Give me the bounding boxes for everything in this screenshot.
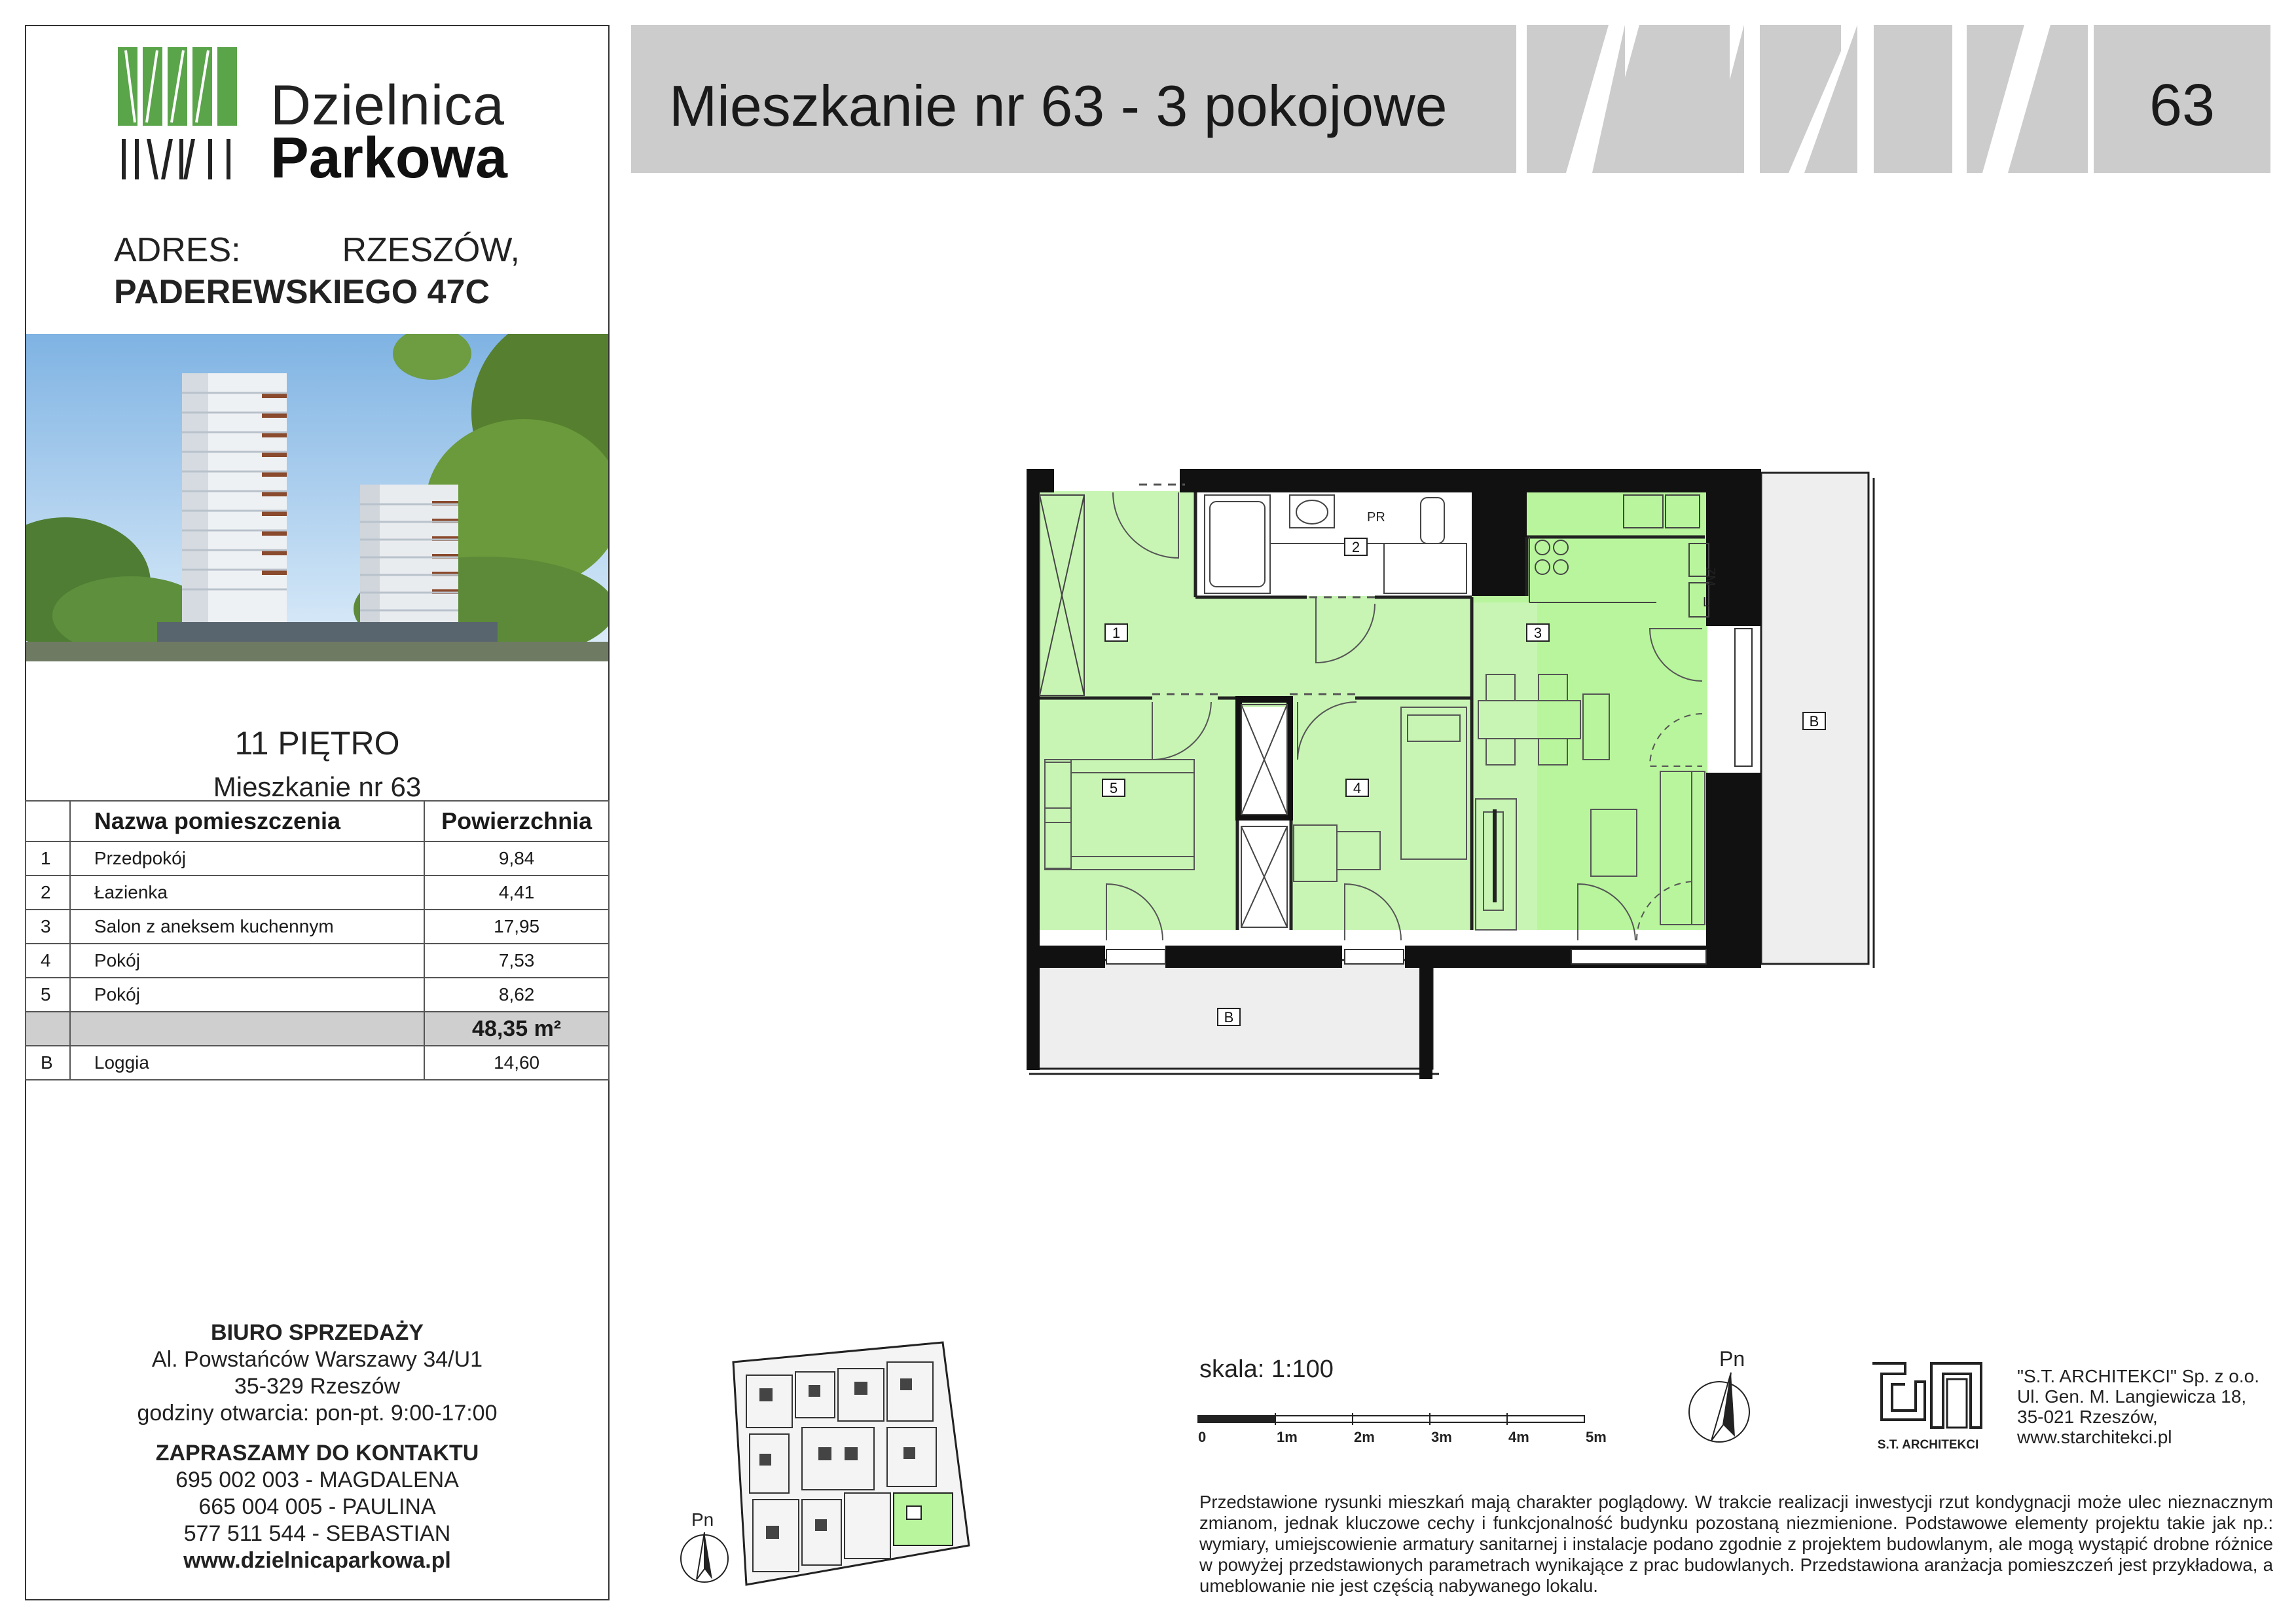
- scale-tick: 2m: [1354, 1429, 1375, 1445]
- apartment-floor-plan: [1015, 458, 1879, 1087]
- contact-title: ZAPRASZAMY DO KONTAKTU: [155, 1441, 479, 1466]
- table-row: [26, 876, 609, 910]
- room-label-1: 1: [1112, 625, 1121, 641]
- scale-tick: 4m: [1508, 1429, 1529, 1445]
- brand-logo-mark: [118, 47, 270, 185]
- zm-label: ZM: [1703, 567, 1717, 586]
- room-name: Loggia: [70, 1046, 424, 1080]
- room-num: B: [26, 1046, 70, 1080]
- contact-phone[interactable]: 577 511 544 - SEBASTIAN: [183, 1521, 451, 1546]
- table-header-row: [26, 801, 609, 841]
- building-key-plan: [668, 1336, 982, 1598]
- room-label-4: 4: [1353, 780, 1362, 796]
- architect-line: Ul. Gen. M. Langiewicza 18,: [2017, 1386, 2247, 1407]
- address-city: RZESZÓW,: [342, 231, 520, 269]
- header-number-box: [2094, 25, 2270, 173]
- room-label-2: 2: [1351, 539, 1360, 555]
- table-row: [26, 841, 609, 876]
- architect-info: [2017, 1366, 2259, 1447]
- room-area: 14,60: [424, 1046, 609, 1080]
- room-name: Przedpokój: [70, 841, 424, 876]
- header-area: Powierzchnia: [424, 801, 609, 841]
- room-label-3: 3: [1533, 625, 1542, 641]
- room-num: 1: [26, 841, 70, 876]
- brand-name-line1: Dzielnica: [270, 74, 505, 137]
- apartment-subtitle: Mieszkanie nr 63: [213, 771, 422, 802]
- room-num: 4: [26, 944, 70, 978]
- website-link[interactable]: www.dzielnicaparkowa.pl: [183, 1548, 451, 1573]
- room-name: Pokój: [70, 978, 424, 1012]
- scale-tick: 3m: [1431, 1429, 1452, 1445]
- room-area-table: [25, 800, 610, 1080]
- architect-logo-caption: S.T. ARCHITEKCI: [1877, 1438, 1979, 1452]
- address-street: PADEREWSKIEGO 47C: [114, 273, 490, 311]
- architect-logo: [1866, 1356, 1990, 1454]
- table-row: [26, 944, 609, 978]
- sales-office-city: 35-329 Rzeszów: [234, 1374, 401, 1399]
- address-block: [114, 229, 520, 313]
- brand-logo: [118, 47, 550, 190]
- sales-office-hours: godziny otwarcia: pon-pt. 9:00-17:00: [137, 1401, 498, 1426]
- architect-line: "S.T. ARCHITEKCI" Sp. z o.o.: [2017, 1366, 2259, 1386]
- header-title-box: [631, 25, 1516, 173]
- header-room-name: Nazwa pomieszczenia: [70, 801, 424, 841]
- room-label-loggia-right: B: [1809, 713, 1819, 729]
- room-name: Pokój: [70, 944, 424, 978]
- room-name: Łazienka: [70, 876, 424, 910]
- room-area: 8,62: [424, 978, 609, 1012]
- scale-label: skala: 1:100: [1199, 1356, 1334, 1383]
- address-label: ADRES:: [114, 231, 241, 269]
- table-total-row: [26, 1012, 609, 1046]
- header-decorative-stripes: [1527, 25, 2088, 173]
- scale-bar: [1197, 1408, 1616, 1447]
- sales-office-street: Al. Powstańców Warszawy 34/U1: [151, 1347, 483, 1372]
- north-label: Pn: [1719, 1347, 1745, 1371]
- scale-tick: 5m: [1586, 1429, 1607, 1445]
- contact-phone[interactable]: 695 002 003 - MAGDALENA: [175, 1467, 459, 1492]
- room-num: 3: [26, 910, 70, 944]
- key-plan-highlight: [894, 1493, 953, 1545]
- architect-line: 35-021 Rzeszów,: [2017, 1407, 2158, 1427]
- architect-website-link[interactable]: www.starchitekci.pl: [2017, 1427, 2172, 1447]
- room-name: Salon z aneksem kuchennym: [70, 910, 424, 944]
- table-row: [26, 910, 609, 944]
- page-title: Mieszkanie nr 63 - 3 pokojowe: [669, 73, 1448, 138]
- building-render-photo: [26, 334, 608, 661]
- info-panel: [25, 25, 610, 1600]
- sales-office-block: [26, 1320, 608, 1574]
- floor-title: 11 PIĘTRO: [234, 725, 400, 762]
- room-num: 2: [26, 876, 70, 910]
- room-area: 17,95: [424, 910, 609, 944]
- contact-phone[interactable]: 665 004 005 - PAULINA: [198, 1494, 436, 1519]
- total-area: 48,35 m²: [424, 1012, 609, 1046]
- room-num: 5: [26, 978, 70, 1012]
- brand-name-line2: Parkowa: [270, 125, 507, 190]
- table-row-loggia: [26, 1046, 609, 1080]
- room-label-loggia-bottom: B: [1224, 1009, 1234, 1025]
- l-label: L: [1703, 595, 1711, 610]
- north-arrow-icon: [1683, 1341, 1761, 1446]
- apartment-number: 63: [2149, 73, 2215, 138]
- scale-tick: 1m: [1277, 1429, 1298, 1445]
- room-label-5: 5: [1109, 780, 1118, 796]
- room-area: 7,53: [424, 944, 609, 978]
- sales-office-title: BIURO SPRZEDAŻY: [211, 1320, 424, 1345]
- header-num: [26, 801, 70, 841]
- room-area: 4,41: [424, 876, 609, 910]
- room-area: 9,84: [424, 841, 609, 876]
- scale-tick: 0: [1198, 1429, 1207, 1445]
- key-plan-north-label: Pn: [691, 1509, 714, 1530]
- disclaimer-text: Przedstawione rysunki mieszkań mają charakter poglądowy. W trakcie realizacji inwestycji rzut kondygnacji może ulec nieznacznym zmianom, jednak kluczowe cechy i funkcjonalność budynku pozostaną niezmienione. Podstawowe elementy projektu takie jak np.: wymiary, umiejscowienie armatury sanitarnej i instalacje podano zgodnie z projektem budowlanym, ale mogą wystąpić drobne różnice w powyżej przedstawionych parametrach wynikające z prac budowlanych. Przedstawiona aranżacja pomieszczeń jest przykładowa, a umeblowanie nie jest częścią nabywanego lokalu.: [1199, 1492, 2273, 1596]
- table-row: [26, 978, 609, 1012]
- pr-label: PR: [1367, 510, 1385, 525]
